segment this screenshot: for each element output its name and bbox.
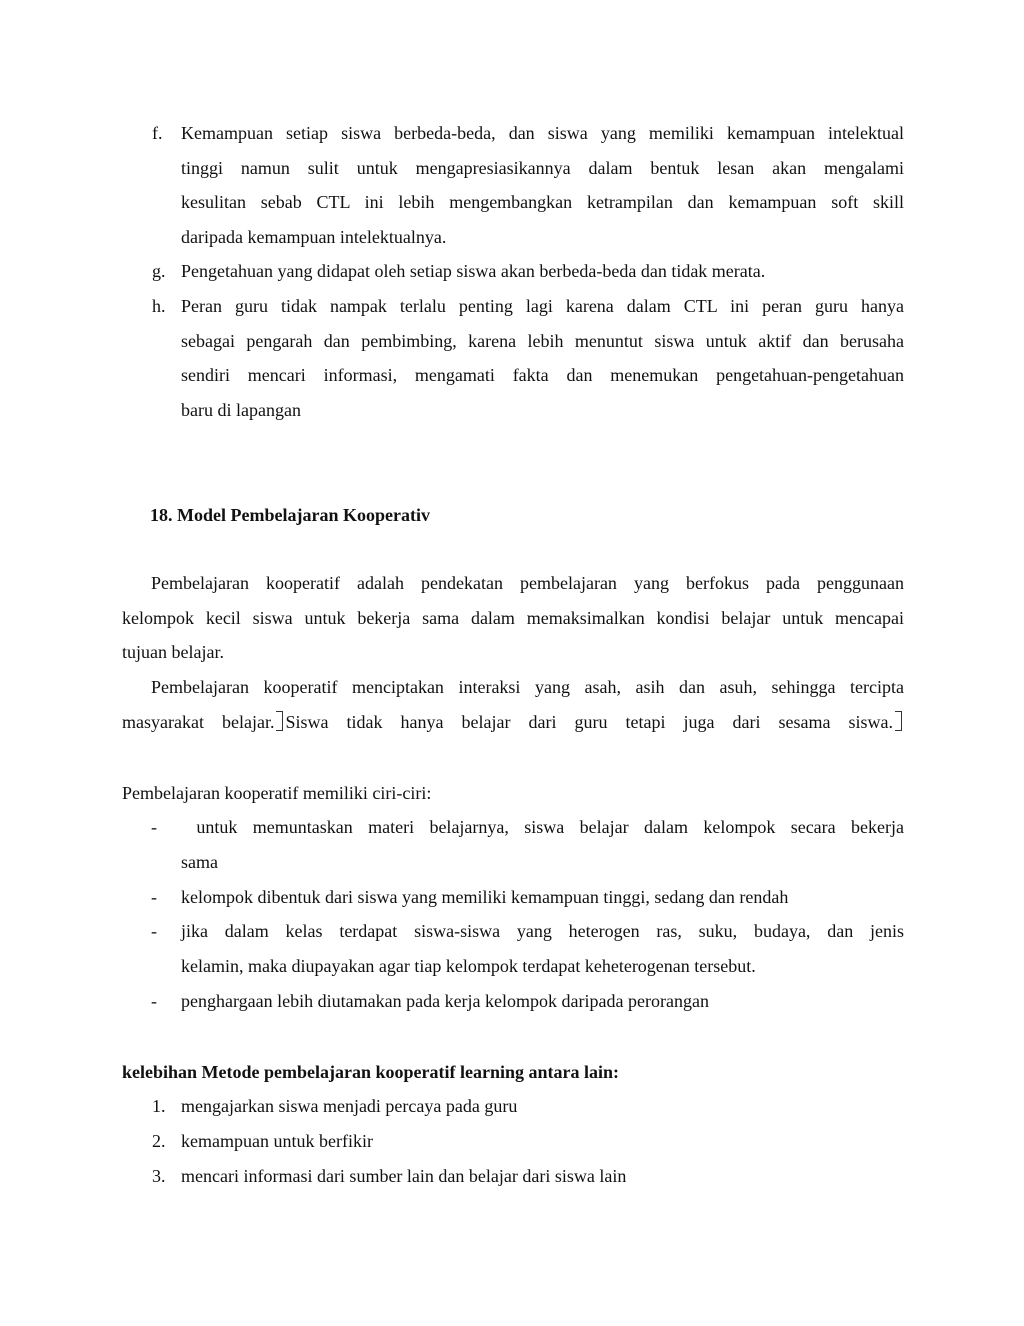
- paragraph-line: kelompok kecil siswa untuk bekerja sama dalam memaksimalkan kondisi belajar untuk mencapai: [122, 607, 904, 628]
- list-marker: g.: [152, 261, 166, 282]
- list-marker: 1.: [152, 1096, 166, 1116]
- list-item: [122, 1159, 904, 1194]
- list-item-text: kemampuan untuk berfikir: [181, 1130, 373, 1151]
- list-marker: 3.: [152, 1165, 166, 1186]
- lettered-list: [122, 116, 904, 427]
- ciri-intro: Pembelajaran kooperatif memiliki ciri-ciri:: [122, 783, 432, 803]
- list-item-line: baru di lapangan: [181, 399, 301, 420]
- kelebihan-heading: kelebihan Metode pembelajaran kooperatif learning antara lain:: [122, 1062, 619, 1082]
- ciri-list: [122, 810, 904, 1019]
- list-item: [122, 810, 904, 880]
- list-item-h: [122, 289, 904, 427]
- list-item: [122, 1089, 904, 1124]
- paragraph-line: Pembelajaran kooperatif adalah pendekatan pembelajaran yang berfokus pada penggunaan: [151, 573, 904, 593]
- list-item-line: sendiri mencari informasi, mengamati fakta dan menemukan pengetahuan-pengetahuan: [181, 365, 904, 386]
- paragraph-definition: [122, 566, 904, 670]
- bracket-mark: [276, 711, 283, 731]
- list-item: [122, 880, 904, 915]
- list-marker: -: [151, 990, 157, 1011]
- list-marker: h.: [152, 295, 166, 316]
- list-marker: -: [151, 886, 157, 907]
- list-item-text: mengajarkan siswa menjadi percaya pada guru: [181, 1096, 518, 1116]
- list-item-line: kelompok dibentuk dari siswa yang memiliki kemampuan tinggi, sedang dan rendah: [181, 886, 789, 907]
- list-item-line: sebagai pengarah dan pembimbing, karena lebih menuntut siswa untuk aktif dan berusaha: [181, 330, 904, 351]
- paragraph-text: masyarakat belajar.: [122, 711, 275, 732]
- list-item-line: Kemampuan setiap siswa berbeda-beda, dan siswa yang memiliki kemampuan intelektual: [181, 123, 904, 143]
- paragraph-line: tujuan belajar.: [122, 642, 224, 663]
- list-item-line: kelamin, maka diupayakan agar tiap kelompok terdapat keheterogenan tersebut.: [181, 956, 756, 977]
- list-item-line: Peran guru tidak nampak terlalu penting lagi karena dalam CTL ini peran guru hanya: [181, 295, 904, 316]
- list-item-text: mencari informasi dari sumber lain dan belajar dari siswa lain: [181, 1165, 627, 1186]
- list-item-line: daripada kemampuan intelektualnya.: [181, 226, 447, 247]
- paragraph-text: Siswa tidak hanya belajar dari guru tetapi juga dari sesama siswa.: [285, 711, 893, 732]
- list-item-f: [122, 116, 904, 254]
- paragraph-line: Pembelajaran kooperatif menciptakan interaksi yang asah, asih dan asuh, sehingga tercipta: [151, 677, 904, 697]
- list-item-line: kesulitan sebab CTL ini lebih mengembangkan ketrampilan dan kemampuan soft skill: [181, 192, 904, 213]
- list-item: [122, 914, 904, 984]
- list-marker: 2.: [152, 1130, 166, 1151]
- list-item-line: penghargaan lebih diutamakan pada kerja kelompok daripada perorangan: [181, 990, 709, 1011]
- bracket-mark: [895, 711, 902, 731]
- list-item-line: untuk memuntaskan materi belajarnya, siswa belajar dalam kelompok secara bekerja: [181, 817, 904, 837]
- list-item: [122, 984, 904, 1019]
- list-item-line: sama: [181, 851, 218, 872]
- paragraph-line: [122, 705, 904, 740]
- list-item: [122, 1124, 904, 1159]
- list-item-g: [122, 254, 904, 289]
- list-marker: -: [151, 921, 157, 942]
- paragraph-interaction: [122, 670, 904, 739]
- list-item-line: Pengetahuan yang didapat oleh setiap siswa akan berbeda-beda dan tidak merata.: [181, 261, 766, 282]
- section-title: 18. Model Pembelajaran Kooperativ: [150, 505, 430, 525]
- kelebihan-list: [122, 1089, 904, 1193]
- list-marker: -: [151, 817, 157, 837]
- list-marker: f.: [152, 123, 163, 143]
- list-item-line: tinggi namun sulit untuk mengapresiasikannya dalam bentuk lesan akan mengalami: [181, 157, 904, 178]
- list-item-line: jika dalam kelas terdapat siswa-siswa yang heterogen ras, suku, budaya, dan jenis: [181, 921, 904, 942]
